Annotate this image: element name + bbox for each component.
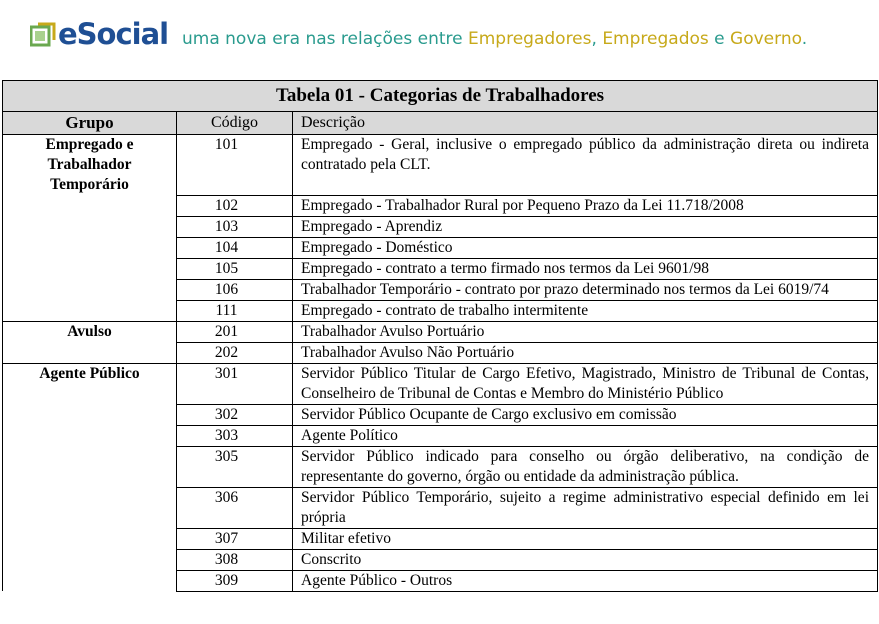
group-cell-empty [3,570,177,591]
group-cell-empty [3,258,177,279]
table-row [3,258,878,279]
group-name: Agente Público [3,363,177,404]
column-header-descricao: Descrição [293,112,878,135]
table-row [3,404,878,425]
table-row [3,363,878,404]
group-cell-empty [3,342,177,363]
table-row [3,321,878,342]
category-code: 306 [177,487,293,528]
categories-table [2,80,878,592]
category-code: 103 [177,216,293,237]
category-description: Servidor Público indicado para conselho ou órgão deliberativo, na condição de representante do governo, órgão ou entidade da administração pública. [293,446,878,487]
table-row [3,237,878,258]
esocial-logo-text: eSocial [58,17,169,51]
table-row [3,487,878,528]
category-code: 101 [177,135,293,196]
category-description: Agente Político [293,425,878,446]
table-row [3,135,878,196]
header-tagline: uma nova era nas relações entre Empregadores, Empregados e Governo. [182,29,808,49]
category-code: 303 [177,425,293,446]
category-description: Empregado - Doméstico [293,237,878,258]
column-header-codigo: Código [177,112,293,135]
category-description: Agente Público - Outros [293,570,878,591]
category-description: Trabalhador Avulso Não Portuário [293,342,878,363]
category-description: Empregado - Trabalhador Rural por Pequeno Prazo da Lei 11.718/2008 [293,195,878,216]
category-code: 308 [177,549,293,570]
table-row [3,300,878,321]
group-cell-empty [3,425,177,446]
category-code: 305 [177,446,293,487]
category-description: Empregado - Aprendiz [293,216,878,237]
group-cell-empty [3,237,177,258]
category-code: 105 [177,258,293,279]
table-row [3,528,878,549]
group-cell-empty [3,404,177,425]
table-row [3,570,878,591]
category-code: 301 [177,363,293,404]
group-cell-empty [3,528,177,549]
group-cell-empty [3,279,177,300]
column-header-grupo: Grupo [3,112,177,135]
category-description: Conscrito [293,549,878,570]
group-cell-empty [3,549,177,570]
category-code: 302 [177,404,293,425]
group-cell-empty [3,300,177,321]
category-description: Militar efetivo [293,528,878,549]
category-code: 111 [177,300,293,321]
group-cell-empty [3,446,177,487]
table-row [3,279,878,300]
table-row [3,549,878,570]
table-row [3,216,878,237]
table-row [3,446,878,487]
category-description: Trabalhador Temporário - contrato por prazo determinado nos termos da Lei 6019/74 [293,279,878,300]
category-code: 104 [177,237,293,258]
category-code: 307 [177,528,293,549]
page-header [0,0,879,74]
category-description: Trabalhador Avulso Portuário [293,321,878,342]
category-description: Empregado - Geral, inclusive o empregado público da administração direta ou indireta contratado pela CLT. [293,135,878,196]
table-body [3,135,878,592]
category-code: 102 [177,195,293,216]
group-name: Empregado e Trabalhador Temporário [3,135,177,196]
category-description: Servidor Público Titular de Cargo Efetivo, Magistrado, Ministro de Tribunal de Contas, Conselheiro de Tribunal de Contas e Membro do Ministério Público [293,363,878,404]
category-description: Empregado - contrato de trabalho intermitente [293,300,878,321]
category-description: Empregado - contrato a termo firmado nos termos da Lei 9601/98 [293,258,878,279]
table-row [3,342,878,363]
esocial-logo-icon [30,21,56,47]
category-description: Servidor Público Ocupante de Cargo exclusivo em comissão [293,404,878,425]
group-cell-empty [3,487,177,528]
table-row [3,195,878,216]
category-code: 202 [177,342,293,363]
category-code: 309 [177,570,293,591]
esocial-logo [30,14,168,54]
category-code: 201 [177,321,293,342]
category-code: 106 [177,279,293,300]
group-cell-empty [3,216,177,237]
table-title: Tabela 01 - Categorias de Trabalhadores [3,81,878,112]
category-description: Servidor Público Temporário, sujeito a regime administrativo especial definido em lei própria [293,487,878,528]
group-cell-empty [3,195,177,216]
categories-table-container [2,80,879,624]
table-row [3,425,878,446]
group-name: Avulso [3,321,177,342]
